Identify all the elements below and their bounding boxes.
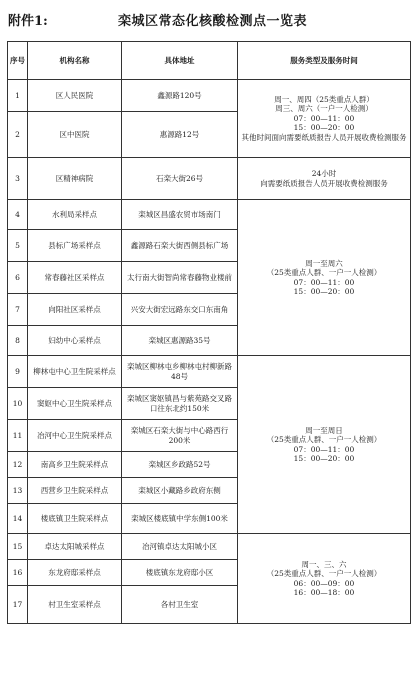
col-header-no: 序号 xyxy=(8,42,28,80)
row-address: 栾城区石栾大街与中心路西行200米 xyxy=(122,420,238,452)
row-address: 楼底镇东龙府邸小区 xyxy=(122,560,238,586)
row-no: 10 xyxy=(8,388,28,420)
table-row xyxy=(8,158,411,200)
row-no: 1 xyxy=(8,80,28,112)
row-no: 7 xyxy=(8,294,28,326)
row-address: 栾城区乡政路52号 xyxy=(122,452,238,478)
row-name: 妇幼中心采样点 xyxy=(28,326,122,356)
row-address: 太行南大街智尚常春藤物业楼前 xyxy=(122,262,238,294)
table-row xyxy=(8,356,411,388)
col-header-service: 服务类型及服务时间 xyxy=(238,42,411,80)
row-address: 冶河镇卓达太阳城小区 xyxy=(122,534,238,560)
row-name: 县标广场采样点 xyxy=(28,230,122,262)
row-name: 窦妪中心卫生院采样点 xyxy=(28,388,122,420)
row-no: 5 xyxy=(8,230,28,262)
row-address: 栾城区楼底镇中学东侧100米 xyxy=(122,504,238,534)
table-row xyxy=(8,80,411,112)
row-address: 栾城区柳林屯乡柳林屯村柳新路48号 xyxy=(122,356,238,388)
row-no: 13 xyxy=(8,478,28,504)
row-name: 向阳社区采样点 xyxy=(28,294,122,326)
col-header-address: 具体地址 xyxy=(122,42,238,80)
row-no: 3 xyxy=(8,158,28,200)
service-time-cell: 周一、三、六 （25类重点人群、一户一人检测） 06：00—09：00 16：00—18：00 xyxy=(238,534,411,624)
service-time-cell: 周一至周日 （25类重点人群、一户一人检测） 07：00—11：00 15：00—20：00 xyxy=(238,356,411,534)
row-address: 石栾大街26号 xyxy=(122,158,238,200)
row-name: 柳林屯中心卫生院采样点 xyxy=(28,356,122,388)
row-no: 15 xyxy=(8,534,28,560)
row-name: 楼底镇卫生院采样点 xyxy=(28,504,122,534)
row-address: 鑫源路石栾大街西侧县标广场 xyxy=(122,230,238,262)
row-name: 区中医院 xyxy=(28,112,122,158)
row-address: 栾城区窦妪镇昌与紫苑路交叉路口往东北约150米 xyxy=(122,388,238,420)
document-title: 栾城区常态化核酸检测点一览表 xyxy=(118,14,308,29)
service-time-cell: 24小时 向需要纸质报告人员开展收费检测服务 xyxy=(238,158,411,200)
row-name: 西营乡卫生院采样点 xyxy=(28,478,122,504)
document-header xyxy=(0,0,415,36)
row-name: 常春藤社区采样点 xyxy=(28,262,122,294)
row-name: 卓达太阳城采样点 xyxy=(28,534,122,560)
attachment-label: 附件1: xyxy=(8,14,48,29)
row-no: 11 xyxy=(8,420,28,452)
row-no: 14 xyxy=(8,504,28,534)
row-address: 鑫源路120号 xyxy=(122,80,238,112)
col-header-name: 机构名称 xyxy=(28,42,122,80)
row-no: 4 xyxy=(8,200,28,230)
row-address: 惠源路12号 xyxy=(122,112,238,158)
row-name: 南高乡卫生院采样点 xyxy=(28,452,122,478)
service-time-cell: 周一、周四（25类重点人群） 周三、周六（一户一人检测） 07：00—11：00 15：00—20：00 其他时间面向需要纸质报告人员开展收费检测服务 xyxy=(238,80,411,158)
row-address: 各村卫生室 xyxy=(122,586,238,624)
row-name: 东龙府邸采样点 xyxy=(28,560,122,586)
testing-sites-table xyxy=(7,41,411,624)
row-name: 区精神病院 xyxy=(28,158,122,200)
row-name: 水利局采样点 xyxy=(28,200,122,230)
table-row xyxy=(8,534,411,560)
row-name: 村卫生室采样点 xyxy=(28,586,122,624)
row-no: 16 xyxy=(8,560,28,586)
table-row xyxy=(8,200,411,230)
row-no: 12 xyxy=(8,452,28,478)
row-no: 2 xyxy=(8,112,28,158)
row-address: 栾城区惠源路35号 xyxy=(122,326,238,356)
row-address: 栾城区昌盛农贸市场南门 xyxy=(122,200,238,230)
row-no: 9 xyxy=(8,356,28,388)
row-name: 区人民医院 xyxy=(28,80,122,112)
row-address: 栾城区小藏路乡政府东侧 xyxy=(122,478,238,504)
table-header-row xyxy=(8,42,411,80)
row-address: 兴安大街宏远路东交口东南角 xyxy=(122,294,238,326)
row-no: 17 xyxy=(8,586,28,624)
row-no: 6 xyxy=(8,262,28,294)
row-name: 冶河中心卫生院采样点 xyxy=(28,420,122,452)
row-no: 8 xyxy=(8,326,28,356)
service-time-cell: 周一至周六 （25类重点人群、一户一人检测） 07：00—11：00 15：00—20：00 xyxy=(238,200,411,356)
